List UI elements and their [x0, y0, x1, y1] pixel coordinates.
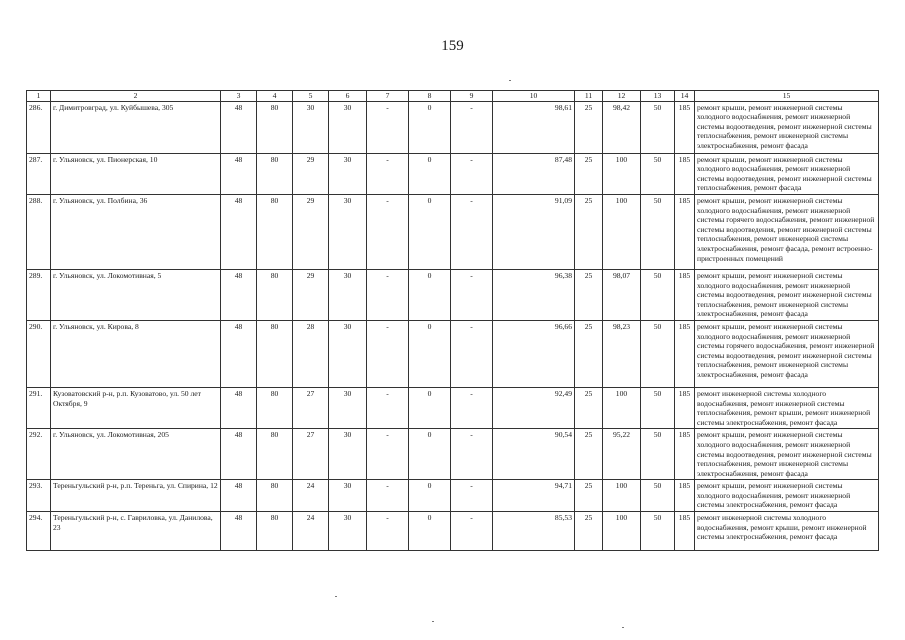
table-row — [27, 194, 879, 269]
scan-speck — [335, 596, 337, 597]
value-cell: 50 — [641, 387, 675, 428]
value-cell: 80 — [257, 480, 293, 512]
column-header: 1 — [27, 91, 51, 102]
value-cell: 80 — [257, 320, 293, 387]
value-cell: - — [451, 512, 493, 551]
table-row — [27, 269, 879, 320]
table-row — [27, 153, 879, 194]
value-cell: 85,53 — [493, 512, 575, 551]
value-cell: 94,71 — [493, 480, 575, 512]
works-cell: ремонт крыши, ремонт инженерной системы холодного водоснабжения, ремонт инженерной системы водоотведения, ремонт инженерной системы теплоснабжения, ремонт фасада — [695, 153, 879, 194]
value-cell: 30 — [329, 269, 367, 320]
value-cell: 50 — [641, 480, 675, 512]
row-number: 289. — [27, 269, 51, 320]
value-cell: 30 — [329, 153, 367, 194]
works-cell: ремонт крыши, ремонт инженерной системы холодного водоснабжения, ремонт инженерной системы электроснабжения, ремонт фасада — [695, 480, 879, 512]
table-row — [27, 512, 879, 551]
value-cell: 48 — [221, 429, 257, 480]
repair-register-table — [26, 90, 879, 551]
value-cell: 0 — [409, 429, 451, 480]
value-cell: - — [367, 101, 409, 153]
value-cell: - — [367, 387, 409, 428]
table-row — [27, 320, 879, 387]
value-cell: - — [367, 320, 409, 387]
row-number: 288. — [27, 194, 51, 269]
value-cell: 25 — [575, 194, 603, 269]
value-cell: 90,54 — [493, 429, 575, 480]
value-cell: 24 — [293, 512, 329, 551]
value-cell: 91,09 — [493, 194, 575, 269]
table-row — [27, 480, 879, 512]
value-cell: 24 — [293, 480, 329, 512]
address-cell: г. Димитровград, ул. Куйбышева, 305 — [51, 101, 221, 153]
value-cell: 48 — [221, 153, 257, 194]
table-row — [27, 101, 879, 153]
address-cell: г. Ульяновск, ул. Пионерская, 10 — [51, 153, 221, 194]
value-cell: 100 — [603, 194, 641, 269]
value-cell: 0 — [409, 512, 451, 551]
row-number: 290. — [27, 320, 51, 387]
column-header: 4 — [257, 91, 293, 102]
row-number: 291. — [27, 387, 51, 428]
value-cell: 29 — [293, 269, 329, 320]
value-cell: - — [367, 153, 409, 194]
value-cell: 50 — [641, 153, 675, 194]
value-cell: 185 — [675, 269, 695, 320]
value-cell: 0 — [409, 320, 451, 387]
value-cell: 80 — [257, 194, 293, 269]
address-cell: г. Ульяновск, ул. Локомотивная, 5 — [51, 269, 221, 320]
value-cell: 25 — [575, 320, 603, 387]
value-cell: 0 — [409, 101, 451, 153]
value-cell: 95,22 — [603, 429, 641, 480]
value-cell: 80 — [257, 101, 293, 153]
value-cell: 30 — [329, 429, 367, 480]
value-cell: - — [451, 269, 493, 320]
value-cell: 25 — [575, 512, 603, 551]
works-cell: ремонт инженерной системы холодного водоснабжения, ремонт крыши, ремонт инженерной системы электроснабжения, ремонт фасада — [695, 512, 879, 551]
value-cell: 98,23 — [603, 320, 641, 387]
value-cell: 30 — [329, 480, 367, 512]
value-cell: 50 — [641, 512, 675, 551]
value-cell: 185 — [675, 194, 695, 269]
value-cell: 98,42 — [603, 101, 641, 153]
value-cell: - — [451, 194, 493, 269]
column-header: 8 — [409, 91, 451, 102]
value-cell: 50 — [641, 429, 675, 480]
value-cell: 185 — [675, 387, 695, 428]
scan-speck — [509, 80, 511, 81]
value-cell: 100 — [603, 153, 641, 194]
header-row — [27, 91, 879, 102]
scan-speck — [622, 627, 624, 628]
value-cell: 185 — [675, 101, 695, 153]
value-cell: - — [367, 269, 409, 320]
value-cell: 96,38 — [493, 269, 575, 320]
value-cell: 80 — [257, 429, 293, 480]
value-cell: 87,48 — [493, 153, 575, 194]
value-cell: 80 — [257, 269, 293, 320]
value-cell: 0 — [409, 194, 451, 269]
value-cell: 25 — [575, 101, 603, 153]
value-cell: 92,49 — [493, 387, 575, 428]
value-cell: 100 — [603, 480, 641, 512]
value-cell: 29 — [293, 153, 329, 194]
value-cell: 185 — [675, 480, 695, 512]
value-cell: 98,07 — [603, 269, 641, 320]
value-cell: 185 — [675, 429, 695, 480]
column-header: 15 — [695, 91, 879, 102]
value-cell: 25 — [575, 387, 603, 428]
value-cell: 100 — [603, 387, 641, 428]
value-cell: 50 — [641, 194, 675, 269]
value-cell: 0 — [409, 387, 451, 428]
works-cell: ремонт крыши, ремонт инженерной системы холодного водоснабжения, ремонт инженерной системы горячего водоснабжения, ремонт инженерной системы водоотведения, ремонт инженерной системы теплоснабжения, ремонт инженерной системы электроснабжения, ремонт фасада — [695, 320, 879, 387]
address-cell: Тереньгульский р-н, с. Гавриловка, ул. Данилова, 23 — [51, 512, 221, 551]
value-cell: 0 — [409, 153, 451, 194]
row-number: 292. — [27, 429, 51, 480]
value-cell: 0 — [409, 269, 451, 320]
value-cell: 25 — [575, 480, 603, 512]
value-cell: 50 — [641, 101, 675, 153]
value-cell: 0 — [409, 480, 451, 512]
works-cell: ремонт крыши, ремонт инженерной системы холодного водоснабжения, ремонт инженерной системы водоотведения, ремонт инженерной системы теплоснабжения, ремонт инженерной системы электроснабжения, ремонт фасада — [695, 101, 879, 153]
address-cell: г. Ульяновск, ул. Локомотивная, 205 — [51, 429, 221, 480]
value-cell: 48 — [221, 320, 257, 387]
page-number: 159 — [441, 38, 464, 54]
value-cell: - — [367, 480, 409, 512]
value-cell: 80 — [257, 153, 293, 194]
value-cell: 30 — [329, 320, 367, 387]
value-cell: 80 — [257, 387, 293, 428]
table-row — [27, 387, 879, 428]
column-header: 5 — [293, 91, 329, 102]
value-cell: 48 — [221, 387, 257, 428]
value-cell: 27 — [293, 387, 329, 428]
value-cell: 96,66 — [493, 320, 575, 387]
works-cell: ремонт крыши, ремонт инженерной системы холодного водоснабжения, ремонт инженерной системы водоотведения, ремонт инженерной системы теплоснабжения, ремонт инженерной системы электроснабжения, ремонт фасада — [695, 269, 879, 320]
table-row — [27, 429, 879, 480]
row-number: 294. — [27, 512, 51, 551]
works-cell: ремонт крыши, ремонт инженерной системы холодного водоснабжения, ремонт инженерной системы горячего водоснабжения, ремонт инженерной системы водоотведения, ремонт инженерной системы теплоснабжения, ремонт инженерной системы электроснабжения, ремонт фасада, ремонт встроенно-пристроенных помещений — [695, 194, 879, 269]
works-cell: ремонт крыши, ремонт инженерной системы холодного водоснабжения, ремонт инженерной системы водоотведения, ремонт инженерной системы теплоснабжения, ремонт инженерной системы электроснабжения, ремонт фасада — [695, 429, 879, 480]
value-cell: 29 — [293, 194, 329, 269]
row-number: 293. — [27, 480, 51, 512]
value-cell: - — [367, 194, 409, 269]
value-cell: 80 — [257, 512, 293, 551]
value-cell: - — [451, 480, 493, 512]
value-cell: - — [367, 429, 409, 480]
value-cell: 28 — [293, 320, 329, 387]
value-cell: 50 — [641, 320, 675, 387]
row-number: 286. — [27, 101, 51, 153]
address-cell: г. Ульяновск, ул. Кирова, 8 — [51, 320, 221, 387]
address-cell: г. Ульяновск, ул. Полбина, 36 — [51, 194, 221, 269]
value-cell: 25 — [575, 429, 603, 480]
value-cell: 48 — [221, 101, 257, 153]
column-header: 10 — [493, 91, 575, 102]
value-cell: 48 — [221, 480, 257, 512]
value-cell: 185 — [675, 320, 695, 387]
value-cell: 30 — [329, 387, 367, 428]
works-cell: ремонт инженерной системы холодного водоснабжения, ремонт инженерной системы теплоснабжения, ремонт крыши, ремонт инженерной системы электроснабжения, ремонт фасада — [695, 387, 879, 428]
column-header: 2 — [51, 91, 221, 102]
value-cell: 48 — [221, 194, 257, 269]
value-cell: 25 — [575, 153, 603, 194]
column-header: 13 — [641, 91, 675, 102]
column-header: 14 — [675, 91, 695, 102]
column-header: 11 — [575, 91, 603, 102]
value-cell: - — [367, 512, 409, 551]
value-cell: 100 — [603, 512, 641, 551]
value-cell: 27 — [293, 429, 329, 480]
value-cell: - — [451, 101, 493, 153]
value-cell: - — [451, 320, 493, 387]
value-cell: 30 — [329, 512, 367, 551]
column-header: 7 — [367, 91, 409, 102]
value-cell: 30 — [329, 194, 367, 269]
value-cell: - — [451, 429, 493, 480]
value-cell: 25 — [575, 269, 603, 320]
row-number: 287. — [27, 153, 51, 194]
value-cell: 98,61 — [493, 101, 575, 153]
column-header: 3 — [221, 91, 257, 102]
column-header: 6 — [329, 91, 367, 102]
value-cell: 30 — [293, 101, 329, 153]
value-cell: - — [451, 387, 493, 428]
column-header: 9 — [451, 91, 493, 102]
address-cell: Тереньгульский р-н, р.п. Тереньга, ул. Спирина, 12 — [51, 480, 221, 512]
value-cell: 48 — [221, 512, 257, 551]
column-header: 12 — [603, 91, 641, 102]
scan-speck — [432, 621, 434, 622]
value-cell: 48 — [221, 269, 257, 320]
address-cell: Кузоватовский р-н, р.п. Кузоватово, ул. 50 лет Октября, 9 — [51, 387, 221, 428]
value-cell: - — [451, 153, 493, 194]
value-cell: 185 — [675, 512, 695, 551]
value-cell: 30 — [329, 101, 367, 153]
value-cell: 50 — [641, 269, 675, 320]
value-cell: 185 — [675, 153, 695, 194]
